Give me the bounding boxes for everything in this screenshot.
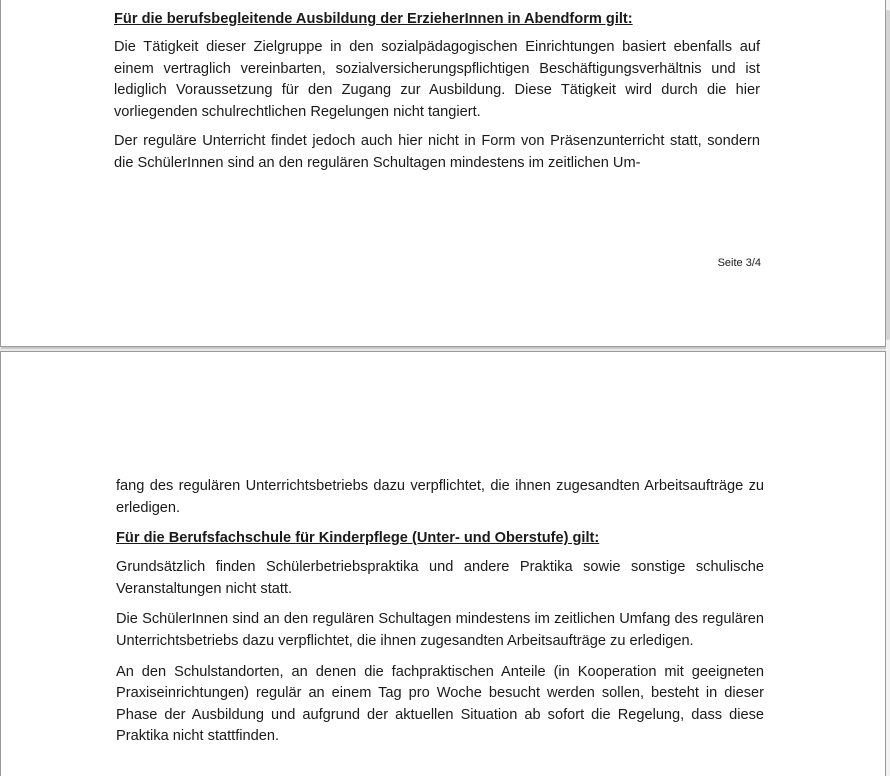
page-number: Seite 3/4 <box>717 257 761 269</box>
paragraph-taetigkeit: Die Tätigkeit dieser Zielgruppe in den sozialpädagogischen Einrichtungen basiert ebenfalls auf einem vertraglich vereinbarten, sozialversicherungspflichtigen Beschäftigungsverhältnis und ist lediglich Voraussetzung für den Zugang zur Ausbildung. Diese Tätigkeit wird durch die hier vorliegenden schulrechtlichen Regelungen nicht tangiert. <box>114 39 760 120</box>
section-heading-abendform: Für die berufsbegleitende Ausbildung der ErzieherInnen in Abendform gilt: <box>114 11 633 27</box>
scrollbar-thumb[interactable] <box>886 10 890 340</box>
page-3-content <box>114 9 760 175</box>
page-4-content <box>116 476 764 748</box>
paragraph-schultage: Die SchülerInnen sind an den regulären Schultagen mindestens im zeitlichen Umfang des regulären Unterrichtsbetriebs dazu verpflichtet, die ihnen zugesandten Arbeitsaufträge zu erledigen. <box>116 611 764 649</box>
paragraph-praktika: Grundsätzlich finden Schülerbetriebspraktika und andere Praktika sowie sonstige schulische Veranstaltungen nicht statt. <box>116 559 764 597</box>
paragraph-unterricht: Der reguläre Unterricht findet jedoch auch hier nicht in Form von Präsenzunterricht statt, sondern die SchülerInnen sind an den regulären Schultagen mindestens im zeitlichen Um- <box>114 133 760 171</box>
paragraph-schulstandorte: An den Schulstandorten, an denen die fachpraktischen Anteile (in Kooperation mit geeigneten Praxiseinrichtungen) regulär an einem Tag pro Woche besucht werden sollen, besteht in dieser Phase der Ausbildung und aufgrund der aktuellen Situation ab sofort die Regelung, dass diese Praktika nicht stattfinden. <box>116 663 764 745</box>
section-heading-kinderpflege: Für die Berufsfachschule für Kinderpflege (Unter- und Oberstufe) gilt: <box>116 530 600 547</box>
page-3 <box>0 0 886 347</box>
vertical-scrollbar[interactable] <box>886 0 890 776</box>
page-4 <box>0 351 886 776</box>
paragraph-continuation: fang des regulären Unterrichtsbetriebs dazu verpflichtet, die ihnen zugesandten Arbeitsaufträge zu erledigen. <box>116 478 764 516</box>
